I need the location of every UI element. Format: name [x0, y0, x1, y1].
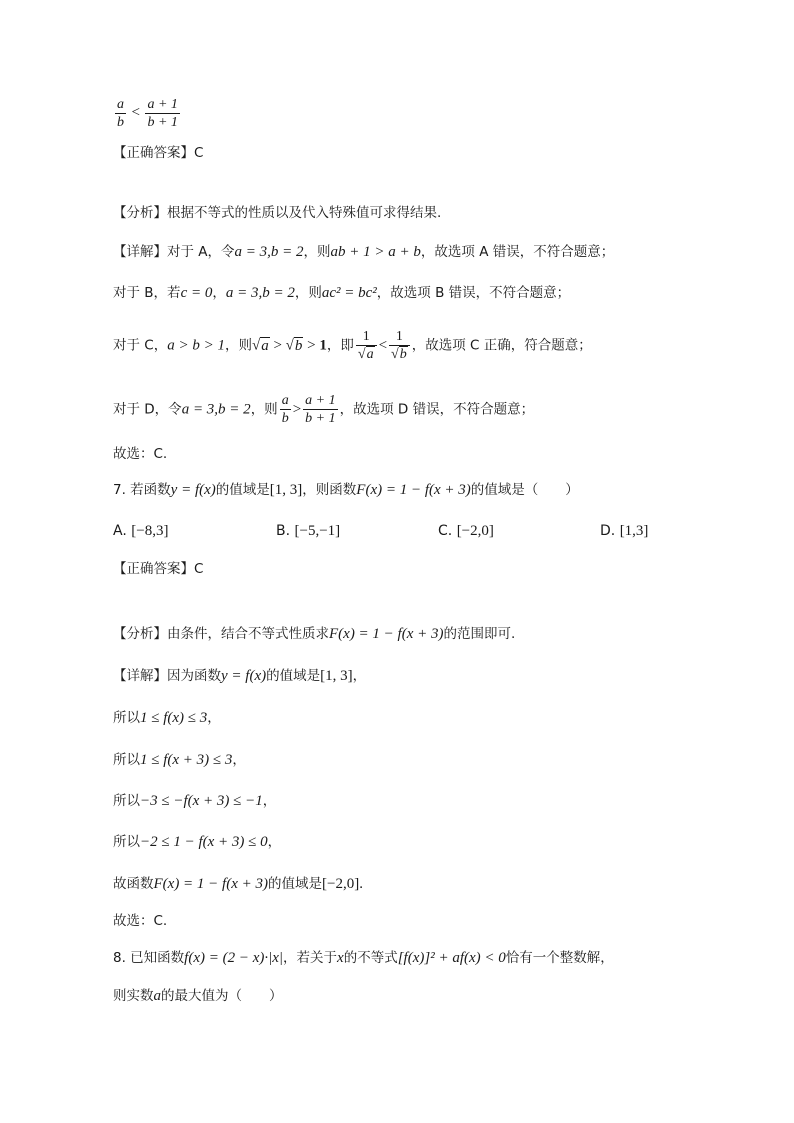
text: ， — [352, 668, 367, 684]
math-expression: [f(x)]² + af(x) < 0 — [397, 950, 506, 966]
math-expression: [−2,0]. — [322, 876, 363, 892]
text: ，即 — [326, 337, 354, 354]
text: 由条件，结合不等式性质求 — [167, 626, 329, 642]
analysis-text: 根据不等式的性质以及代入特殊值可求得结果. — [167, 205, 442, 221]
text: 的值域是 — [268, 876, 322, 892]
fraction-a-over-b — [280, 392, 291, 427]
q7-conclusion: 故选：C. — [113, 913, 168, 929]
detail-tag: 【详解】 — [113, 244, 167, 260]
math-expression: f(x) = (2 − x)·|x| — [184, 950, 284, 966]
fraction-denominator: b + 1 — [305, 411, 336, 426]
math-expression: 1 ≤ f(x + 3) ≤ 3 — [140, 752, 233, 768]
text: 所以 — [113, 752, 140, 768]
q8-stem-line2 — [113, 986, 283, 1006]
math-expression: x — [337, 950, 344, 966]
fraction-denominator: b + 1 — [147, 115, 178, 130]
text: ，则 — [250, 401, 278, 418]
text: 的范围即可. — [443, 626, 516, 642]
text: 对于 C， — [113, 337, 168, 354]
fraction-a1-over-b1 — [303, 392, 337, 427]
math-expression: a = 3,b = 2 — [234, 244, 304, 260]
math-expression: F(x) = 1 − f(x + 3) — [329, 626, 444, 642]
option-label: C. — [438, 523, 453, 539]
text: 对于 B，若 — [113, 285, 181, 301]
math-expression: y = f(x) — [170, 482, 216, 498]
text: 故函数 — [113, 876, 154, 892]
q6-detail-a — [113, 242, 614, 262]
math-expression: a — [153, 988, 161, 1004]
text: 因为函数 — [167, 668, 221, 684]
fraction-a-over-b — [115, 96, 126, 131]
q7-answer: 【正确答案】C — [113, 561, 204, 577]
text: ，则函数 — [302, 482, 357, 498]
math-expression: y = f(x) — [221, 668, 267, 684]
math-expression: F(x) = 1 − f(x + 3) — [356, 482, 471, 498]
q6-detail-c: 对于 C，a > b > 1，则√a > √b > 1，即 $\frac{1}{√a}$ < $\frac{1}{√b}$ ，故选项 C 正确，符合题意； — [113, 329, 592, 362]
fraction-denominator: b — [117, 115, 124, 130]
math-expression: a = 3,b = 2 — [225, 285, 295, 301]
text: 所以 — [113, 793, 140, 809]
text: 所以 — [113, 834, 140, 850]
q7-step-4 — [113, 832, 281, 852]
text: 8. 已知函数 — [113, 950, 185, 966]
text: ，故选项 D 错误，不符合题意； — [339, 401, 535, 418]
text: 对于 A，令 — [167, 244, 235, 260]
option-value: [1,3] — [619, 523, 649, 539]
math-expression: ab + 1 > a + b — [330, 244, 421, 260]
detail-tag: 【详解】 — [113, 668, 167, 684]
text: 所以 — [113, 710, 140, 726]
sqrt-inequality: √a > √b > 1 — [251, 337, 327, 354]
q7-stem — [113, 480, 579, 500]
text: ，则 — [294, 285, 322, 301]
math-expression: −2 ≤ 1 − f(x + 3) ≤ 0 — [140, 834, 268, 850]
q8-stem-line1 — [113, 948, 614, 968]
text: 对于 D，令 — [113, 401, 182, 418]
q7-step-3 — [113, 791, 276, 811]
option-value: [−5,−1] — [294, 523, 341, 539]
text: ， — [212, 285, 226, 301]
q6-detail-d: 对于 D，令a = 3,b = 2，则 $\frac{a}{b}$ > $\frac{a + 1}{b + 1}$ ，故选项 D 错误，不符合题意； — [113, 393, 535, 426]
q7-step-1 — [113, 708, 221, 728]
option-label: D. — [600, 523, 616, 539]
text: ，则 — [224, 337, 252, 354]
text: ，则 — [303, 244, 331, 260]
math-expression: a = 3,b = 2 — [181, 401, 251, 418]
text: ， — [207, 710, 221, 726]
math-expression: ac² = bc² — [321, 285, 377, 301]
text: 的值域是 — [266, 668, 321, 684]
q6-answer: 【正确答案】C — [113, 145, 204, 161]
option-label: B. — [276, 523, 291, 539]
math-expression: −3 ≤ −f(x + 3) ≤ −1 — [140, 793, 263, 809]
math-expression: F(x) = 1 − f(x + 3) — [153, 876, 268, 892]
text: 则实数 — [113, 988, 154, 1004]
text: 的不等式 — [343, 950, 398, 966]
text: ，故选项 C 正确，符合题意； — [411, 337, 592, 354]
option-value: [−2,0] — [456, 523, 494, 539]
math-expression: c = 0 — [180, 285, 213, 301]
fraction-numerator: a + 1 — [305, 393, 336, 408]
fraction-1-over-sqrt-b: $\frac{1}{√b}$ — [389, 328, 410, 363]
fraction-1-over-sqrt-a: $\frac{1}{√a}$ — [356, 328, 377, 363]
q7-final — [113, 874, 363, 894]
analysis-tag: 【分析】 — [113, 626, 167, 642]
option-label: A. — [113, 523, 127, 539]
text: 的值域是（ ） — [470, 482, 579, 498]
fraction-denominator: b — [281, 411, 289, 426]
q7-analysis — [113, 624, 515, 644]
text: 的最大值为（ ） — [161, 988, 283, 1004]
less-than-sign: < — [131, 104, 140, 121]
q6-detail-b — [113, 283, 570, 303]
math-expression: [1, 3] — [320, 668, 353, 684]
fraction-a1-over-b1 — [145, 96, 179, 131]
text: ， — [267, 834, 282, 850]
q7-option-a[interactable] — [113, 521, 168, 541]
text: ， — [262, 793, 277, 809]
text: ，故选项 A 错误，不符合题意； — [420, 244, 615, 260]
q7-option-d[interactable] — [600, 521, 648, 541]
q7-step-2 — [113, 750, 246, 770]
q6-conclusion: 故选：C. — [113, 446, 168, 462]
fraction-numerator: a — [117, 97, 124, 112]
fraction-numerator: a + 1 — [147, 97, 178, 112]
math-expression: 1 ≤ f(x) ≤ 3 — [140, 710, 208, 726]
fraction-numerator: a — [281, 393, 289, 408]
text: 7. 若函数 — [113, 482, 171, 498]
option-d-inequality — [113, 96, 182, 131]
q7-option-b[interactable] — [276, 521, 340, 541]
math-expression: [1, 3] — [269, 482, 303, 498]
option-value: [−8,3] — [131, 523, 169, 539]
text: ，若关于 — [283, 950, 338, 966]
text: ， — [232, 752, 246, 768]
q7-option-c[interactable] — [438, 521, 494, 541]
text: ，故选项 B 错误，不符合题意； — [376, 285, 571, 301]
text: 的值域是 — [215, 482, 270, 498]
q6-analysis — [113, 203, 441, 223]
text: 恰有一个整数解， — [505, 950, 614, 966]
analysis-tag: 【分析】 — [113, 205, 167, 221]
math-expression: a > b > 1 — [167, 337, 225, 354]
q7-detail — [113, 666, 366, 686]
